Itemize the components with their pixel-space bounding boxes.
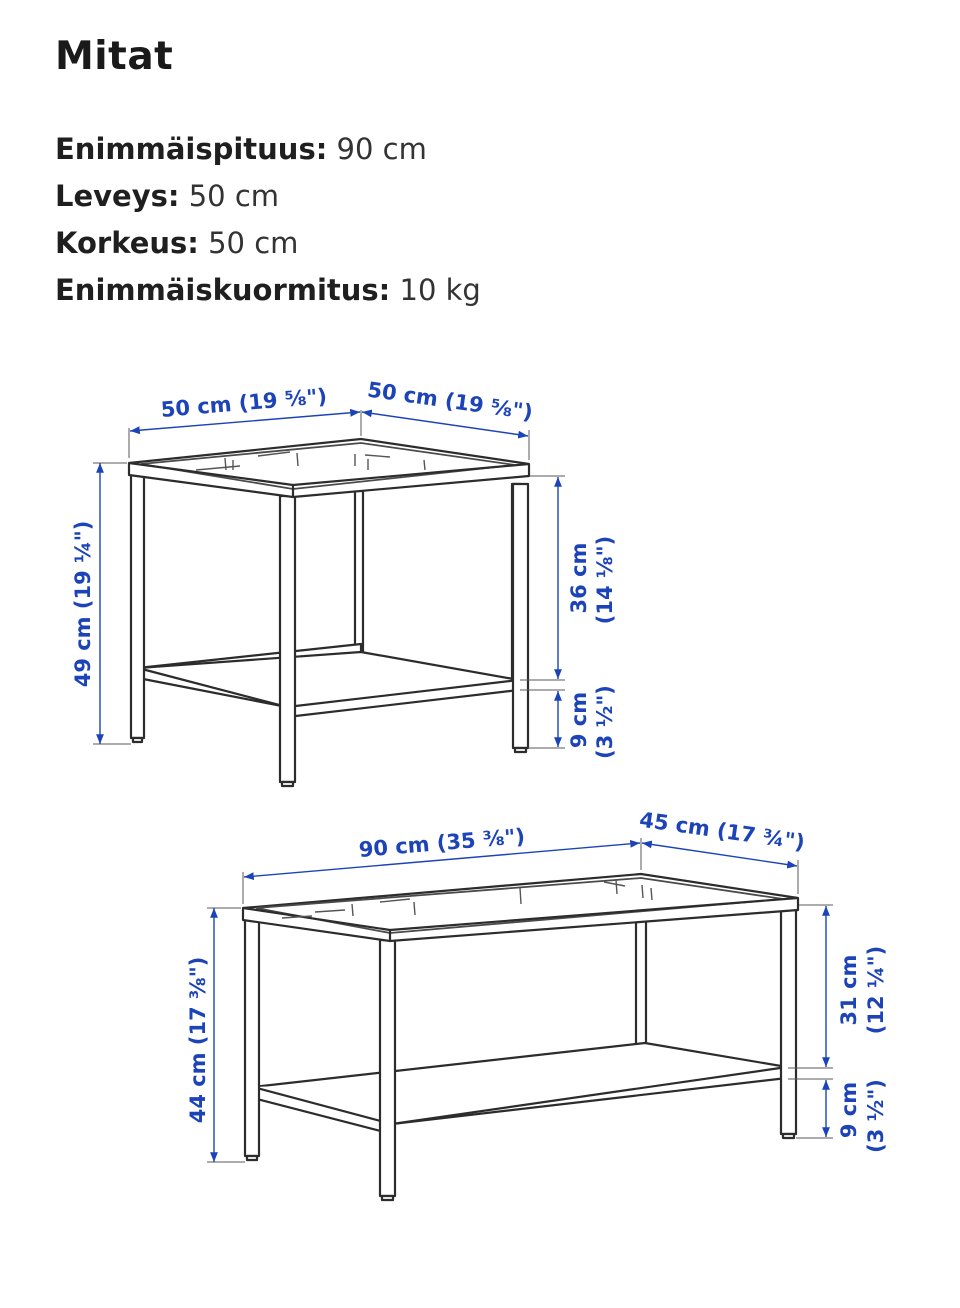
spec-value: 10 kg	[399, 273, 481, 307]
small-shelf-height-in: (3 ½")	[593, 685, 617, 759]
small-upper-gap-cm: 36 cm	[567, 542, 591, 614]
small-table-illustration	[129, 439, 529, 786]
small-shelf-height-cm: 9 cm	[567, 691, 591, 749]
large-shelf-height-in: (3 ½")	[864, 1079, 888, 1153]
spec-label: Enimmäispituus:	[55, 132, 328, 166]
page-title: Mitat	[55, 34, 174, 79]
large-depth-label: 45 cm (17 ¾")	[637, 807, 807, 855]
spec-value: 90 cm	[336, 132, 427, 166]
small-upper-gap-in: (14 ⅛")	[593, 535, 617, 625]
spec-label: Korkeus:	[55, 226, 199, 260]
large-height-label: 44 cm (17 ⅜")	[186, 956, 210, 1124]
small-depth-label: 50 cm (19 ⅝")	[365, 377, 535, 425]
small-width-label: 50 cm (19 ⅝")	[159, 384, 328, 422]
spec-label: Enimmäiskuormitus:	[55, 273, 391, 307]
large-upper-gap-cm: 31 cm	[837, 954, 861, 1026]
large-shelf-height-cm: 9 cm	[837, 1081, 861, 1139]
spec-value: 50 cm	[188, 179, 280, 213]
large-table-illustration	[243, 874, 798, 1200]
small-height-label: 49 cm (19 ¼")	[71, 520, 95, 688]
large-upper-gap-in: (12 ¼")	[864, 945, 888, 1035]
large-width-label: 90 cm (35 ⅜")	[357, 824, 526, 862]
spec-label: Leveys:	[55, 179, 180, 213]
spec-value: 50 cm	[208, 226, 299, 260]
